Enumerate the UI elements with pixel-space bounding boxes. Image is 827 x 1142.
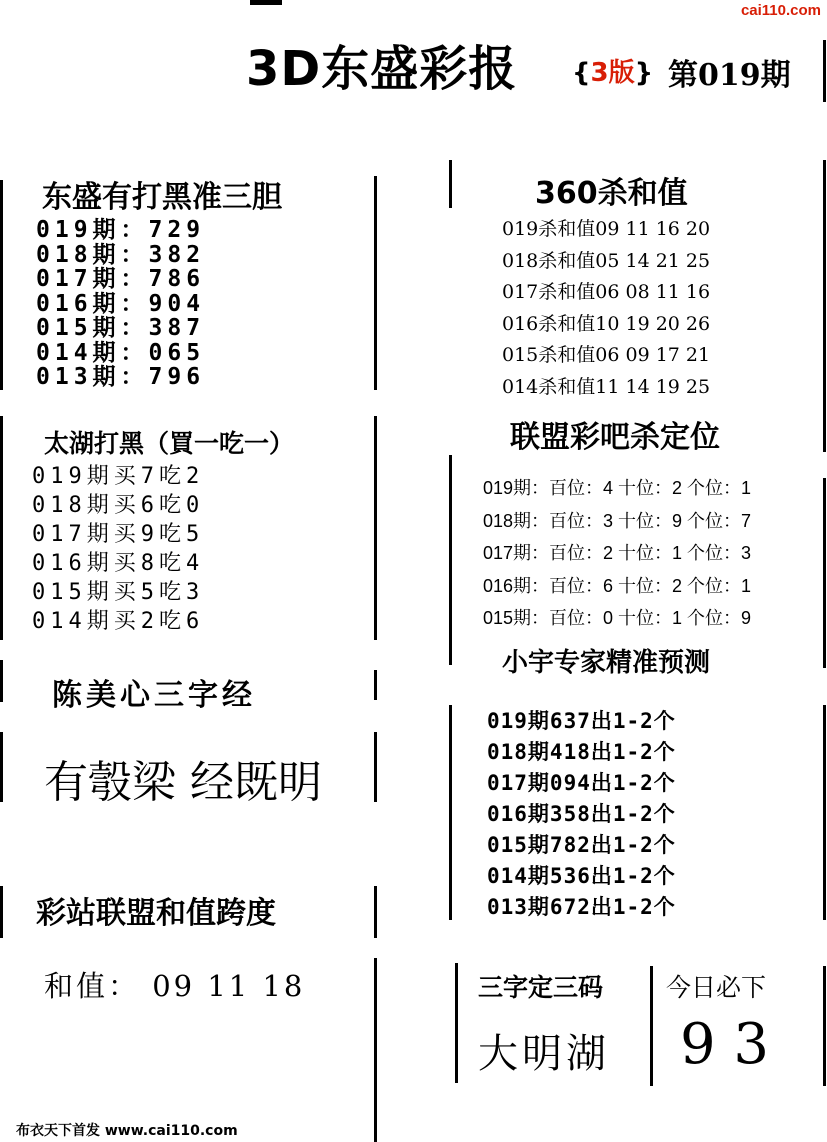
divider-left-3: [0, 660, 3, 702]
section-title-sanbao: 东盛有打黑准三胆: [42, 180, 282, 215]
list-item: 015杀和值06 09 17 21: [502, 344, 711, 366]
issue-number: 第019期: [668, 58, 791, 93]
list-item: 019期：百位：4 十位：2 个位：1: [483, 478, 752, 498]
divider-left-1: [0, 180, 3, 390]
sanzi-text: 大明湖: [478, 1031, 610, 1077]
site-url[interactable]: cai110.com: [740, 2, 821, 19]
list-item: 019期买7吃2: [32, 464, 205, 489]
list-item: 013期：796: [36, 364, 206, 390]
list-item: 015期782出1-2个: [487, 833, 676, 857]
divider-header-right: [823, 40, 826, 102]
divider-mid-8: [374, 886, 377, 938]
taihu-list: [32, 462, 204, 636]
sanbao-list: [36, 218, 205, 390]
list-item: 017期094出1-2个: [487, 771, 676, 795]
list-item: 016杀和值10 19 20 26: [502, 312, 711, 335]
divider-left-4: [0, 732, 3, 802]
divider-box-left: [455, 963, 458, 1083]
divider-mid-6: [374, 732, 377, 802]
divider-mid-1: [374, 176, 377, 390]
section-title-chen: 陈美心三字经: [52, 678, 256, 713]
list-item: 015期：387: [36, 315, 206, 341]
section-title-caizhan: 彩站联盟和值跨度: [36, 896, 276, 931]
list-item: 017期：百位：2 十位：1 个位：3: [483, 543, 752, 563]
list-item: 018期：百位：3 十位：9 个位：7: [483, 510, 752, 531]
list-item: 015期买5吃3: [32, 580, 205, 605]
edition-number: 3版: [590, 58, 635, 88]
section-title-sha360: 360杀和值: [535, 176, 688, 211]
list-item: 015期：百位：0 十位：1 个位：9: [483, 608, 752, 628]
list-item: 016期：904: [36, 290, 206, 317]
list-item: 016期358出1-2个: [487, 802, 676, 826]
divider-right-2: [823, 478, 826, 668]
divider-mid-5: [374, 670, 377, 700]
list-item: 018杀和值05 14 21 25: [502, 249, 711, 272]
section-title-xiaoyu: 小宇专家精准预测: [502, 648, 711, 678]
list-item: 016期买8吃4: [32, 551, 205, 576]
caizhan-text: 和值： 09 11 18: [44, 969, 306, 1003]
divider-mid-9: [374, 958, 377, 1142]
list-item: 018期418出1-2个: [487, 740, 676, 764]
divider-box-mid: [650, 966, 653, 1086]
list-item: 019期：729: [36, 217, 206, 243]
divider-right-3: [823, 705, 826, 920]
divider-mid-2: [449, 160, 452, 208]
list-item: 016期：百位：6 十位：2 个位：1: [483, 575, 752, 596]
section-title-jinri: 今日必下: [666, 973, 767, 1002]
list-item: 014杀和值11 14 19 25: [502, 375, 711, 398]
list-item: 013期672出1-2个: [487, 895, 676, 919]
divider-mid-7: [449, 705, 452, 920]
list-item: 018期买6吃0: [32, 493, 205, 518]
chen-text: 有彀梁 经既明: [44, 757, 322, 808]
list-item: 014期：065: [36, 339, 206, 366]
jinri-text: 9 3: [680, 1012, 770, 1077]
list-item: 019期637出1-2个: [487, 709, 676, 733]
edition-label: [572, 52, 653, 89]
divider-mid-4: [449, 455, 452, 665]
divider-box-right: [823, 966, 826, 1086]
divider-mid-3: [374, 416, 377, 640]
list-item: 017期买9吃5: [32, 522, 205, 547]
page-title: 3D东盛彩报: [246, 41, 518, 97]
list-item: 017期：786: [36, 266, 206, 292]
section-title-lianmeng: 联盟彩吧杀定位: [510, 420, 720, 455]
lianmeng-list: [483, 472, 751, 635]
divider-left-5: [0, 886, 3, 938]
top-mark: [250, 0, 282, 5]
list-item: 018期：382: [36, 241, 206, 268]
footer-text: 布衣天下首发 www.cai110.com: [16, 1123, 238, 1139]
list-item: 019杀和值09 11 16 20: [502, 218, 711, 240]
divider-left-2: [0, 416, 3, 640]
edition-brace-open: {: [572, 58, 591, 88]
list-item: 017杀和值06 08 11 16: [502, 281, 711, 303]
section-title-taihu: 太湖打黑（買一吃一）: [44, 429, 295, 458]
section-title-sanzi: 三字定三码: [478, 973, 604, 1002]
list-item: 014期536出1-2个: [487, 864, 676, 888]
edition-brace-close: }: [634, 58, 654, 88]
sha360-list: [502, 214, 710, 403]
xiaoyu-list: [487, 706, 676, 923]
list-item: 014期买2吃6: [32, 609, 205, 634]
divider-right-1: [823, 160, 826, 452]
